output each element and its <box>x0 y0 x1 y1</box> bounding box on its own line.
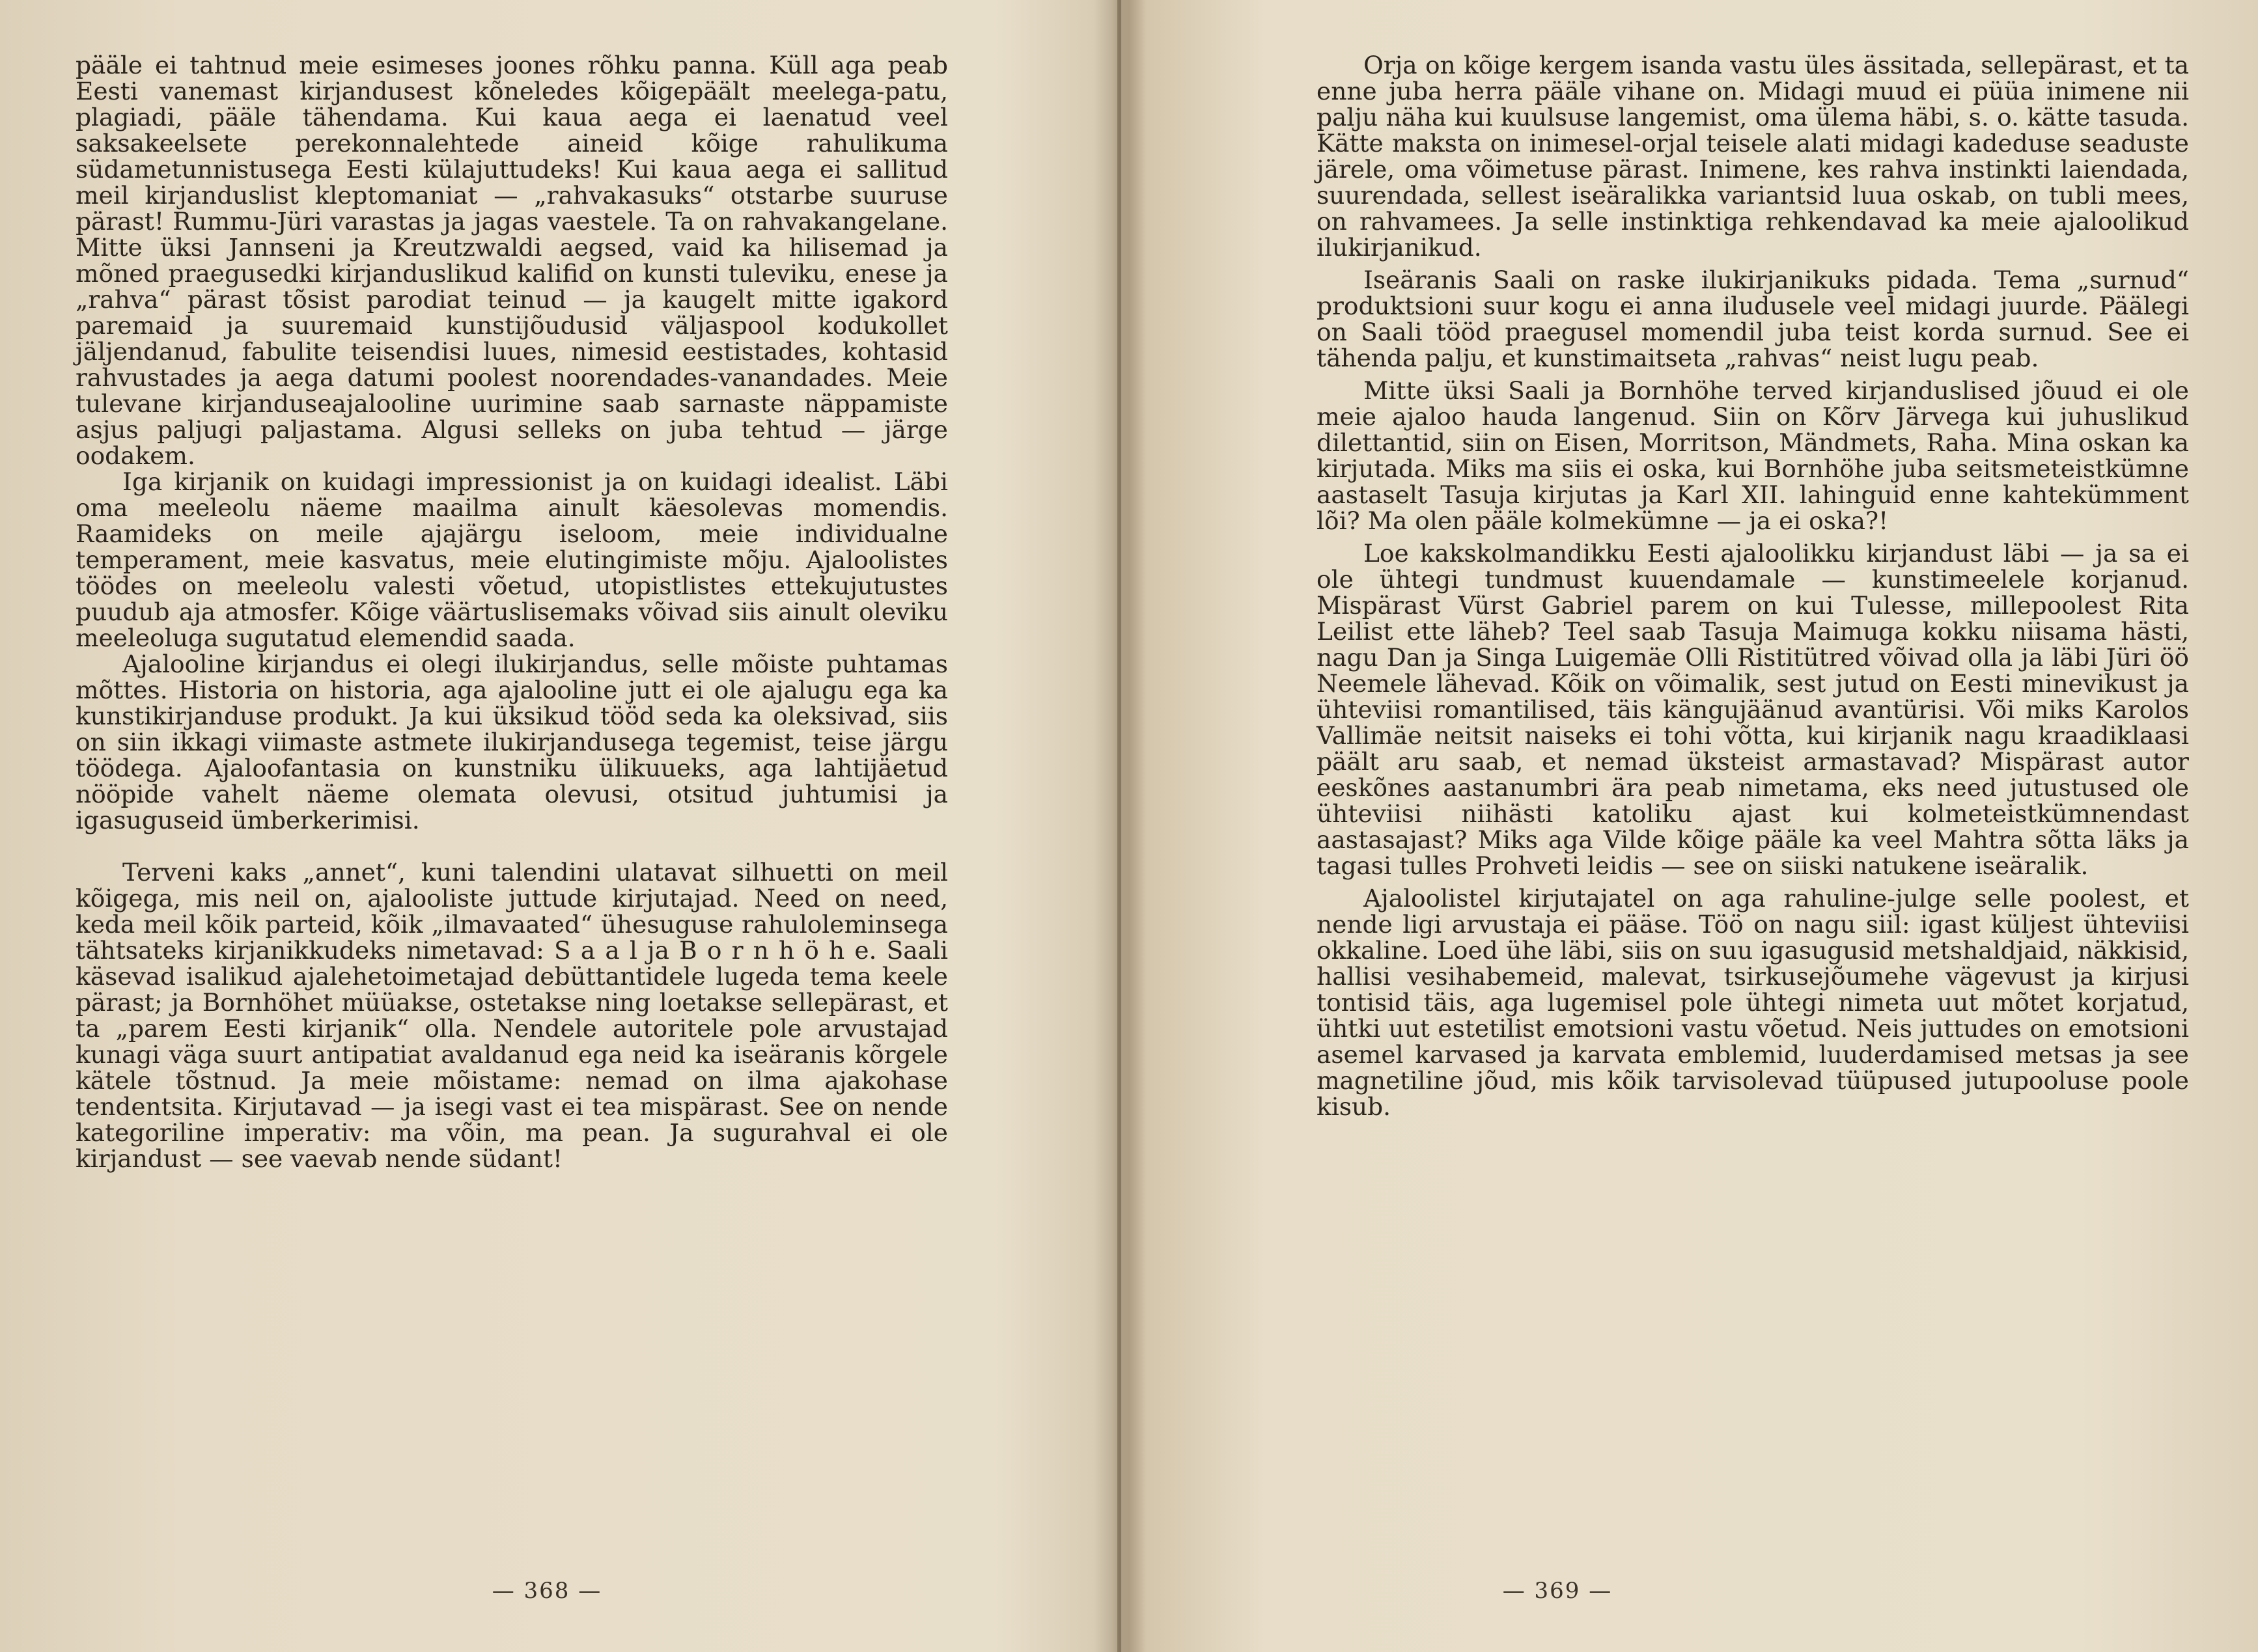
right-paragraph-3: Mitte üksi Saali ja Bornhöhe terved kirjanduslised jõuud ei ole meie ajaloo hauda langenud. Siin on Kõrv Järvega kui juhuslikud dilettantid, siin on Eisen, Morritson, Mändmets, Raha. Mina oskan ka kirjutada. Miks ma siis ei oska, kui Bornhöhe juba seitsmeteistkümne aastaselt Tasuja kirjutas ja Karl XII. lahinguid enne kahtekümment lõi? Ma olen pääle kolmekümne — ja ei oska?! <box>1317 376 2189 535</box>
right-paragraph-5: Ajaloolistel kirjutajatel on aga rahuline-julge selle poolest, et nende ligi arvustaja ei pääse. Töö on nagu siil: igast küljest ühteviisi okkaline. Loed ühe läbi, siis on suu igasugusid metshaldjaid, näkkisid, hallisi vesihabemeid, malevat, tsirkusejõumehe vägevust ja kirjusi tontisid täis, aga lugemisel pole ühtegi nimeta uut mõtet korjatud, ühtki uut estetilist emotsioni vastu võetud. Neis juttudes on emotsioni asemel karvased ja karvata emblemid, luuderdamised metsas ja see magnetiline jõud, mis kõik tarvisolevad tüüpused jutupooluse poole kisub. <box>1317 884 2189 1121</box>
left-page-number: — 368 — <box>492 1578 602 1604</box>
right-page-number: — 369 — <box>1502 1578 1613 1604</box>
left-paragraph-4: Terveni kaks „annet“, kuni talendini ulatavat silhuetti on meil kõigega, mis neil on, ajalooliste juttude kirjutajad. Need on need, keda meil kõik parteid, kõik „ilmavaated“ ühesuguse rahuloleminsega tähtsateks kirjanikkudeks nimetavad: S a a l ja B o r n h ö h e. Saali käsevad isalikud ajalehetoimetajad debüttantidele lugeda tema keele pärast; ja Bornhöhet müüakse, ostetakse ning loetakse sellepärast, et ta „parem Eesti kirjanik“ olla. Nendele autoritele pole arvustajad kunagi väga suurt antipatiat avaldanud ega neid ka iseäranis kõrgele kätele tõstnud. Ja meie mõistame: nemad on ilma ajakohase tendentsita. Kirjutavad — ja isegi vast ei tea mispärast. See on nende kategoriline imperativ: ma võin, ma pean. Ja sugurahval ei ole kirjandust — see vaevab nende südant! <box>76 858 948 1173</box>
left-paragraph-2: Iga kirjanik on kuidagi impressionist ja on kuidagi idealist. Läbi oma meeleolu näeme maailma ainult käesolevas momendis. Raamideks on meile ajajärgu iseloom, meie individualne temperament, meie kasvatus, meie elutingimiste mõju. Ajaloolistes töödes on meeleolu valesti võetud, utopistlistes ettekujutustes puudub aja atmosfer. Kõige väärtuslisemaks võivad siis ainult oleviku meeleoluga sugutatud elemendid saada. <box>76 467 948 652</box>
left-page <box>0 0 1117 1652</box>
left-paragraph-1: pääle ei tahtnud meie esimeses joones rõhku panna. Küll aga peab Eesti vanemast kirjandusest kõneledes kõigepäält meelega-patu, plagiadi, pääle tähendama. Kui kaua aega ei laenatud veel saksakeelsete perekonnalehtede aineid kõige rahulikuma südametunnistusega Eesti külajuttudeks! Kui kaua aega ei sallitud meil kirjanduslist kleptomaniat — „rahvakasuks“ otstarbe suuruse pärast! Rummu-Jüri varastas ja jagas vaestele. Ta on rahvakangelane. Mitte üksi Jannseni ja Kreutzwaldi aegsed, vaid ka hilisemad ja mõned praegusedki kirjanduslikud kalifid on kunsti tuleviku, enese ja „rahva“ pärast tõsist parodiat teinud — ja kaugelt mitte igakord paremaid ja suuremaid kunstijõudusid väljaspool kodukollet jäljendanud, fabulite teisendisi luues, nimesid eestistades, kohtasid rahvustades ja aega datumi poolest noorendades-vanandades. Meie tulevane kirjanduseajalooline uurimine saab sarnaste näppamiste asjus paljugi paljastama. Algusi selleks on juba tehtud — järge oodakem. <box>76 51 948 470</box>
right-paragraph-4: Loe kakskolmandikku Eesti ajaloolikku kirjandust läbi — ja sa ei ole ühtegi tundmust kuuendamale — kunstimeelele korjanud. Mispärast Vürst Gabriel parem on kui Tulesse, millepoolest Rita Leilist ette läheb? Teel saab Tasuja Maimuga kokku niisama hästi, nagu Dan ja Singa Luigemäe Olli Ristitütred võivad olla ja läbi Jüri öö Neemele lähevad. Kõik on võimalik, sest jutud on Eesti minevikust ja ühteviisi romantilised, täis kängujäänud avantürisi. Või miks Karolos Vallimäe neitsit naiseks ei tohi võtta, kui kirjanik nagu kraadiklaasi päält aru saab, et nemad üksteist armastavad? Mispärast autor eeskõnes aastanumbri ära peab nimetama, eks need jutustused ole ühteviisi niihästi katoliku ajast kui kolmeteistkümnendast aastasajast? Miks aga Vilde kõige pääle ka veel Mahtra sõtta läks ja tagasi tulles Prohveti leidis — see on siiski natukene iseäralik. <box>1317 539 2189 880</box>
left-page-text <box>76 52 948 1172</box>
left-paragraph-3: Ajalooline kirjandus ei olegi ilukirjandus, selle mõiste puhtamas mõttes. Historia on historia, aga ajalooline jutt ei ole ajalugu ega ka kunstikirjanduse produkt. Ja kui üksikud tööd seda ka oleksivad, siis on siin ikkagi viimaste astmete ilukirjandusega tegemist, teise järgu töödega. Ajaloofantasia on kunstniku ülikuueks, aga lahtijäetud nööpide vahelt näeme olemata olevusi, otsitud juhtumisi ja igasuguseid ümberkerimisi. <box>76 650 948 834</box>
right-page <box>1121 0 2258 1652</box>
right-paragraph-2: Iseäranis Saali on raske ilukirjanikuks pidada. Tema „surnud“ produktsioni suur kogu ei anna iludusele veel midagi juurde. Päälegi on Saali tööd praegusel momendil juba teist korda surnud. See ei tähenda palju, et kunstimaitseta „rahvas“ neist lugu peab. <box>1317 266 2189 372</box>
right-paragraph-1: Orja on kõige kergem isanda vastu üles ässitada, sellepärast, et ta enne juba herra pääle vihane on. Midagi muud ei püüa inimene nii palju näha kui kuulsuse langemist, oma ülema häbi, s. o. kätte tasuda. Kätte maksta on inimesel-orjal teisele alati midagi kadeduse seaduste järele, oma võimetuse pärast. Inimene, kes rahva instinkti laiendada, suurendada, sellest iseäralikka variantsid luua oskab, on tubli mees, on rahvamees. Ja selle instinktiga rehkendavad ka meie ajaloolikud ilukirjanikud. <box>1317 51 2189 262</box>
right-page-text <box>1317 52 2189 1120</box>
